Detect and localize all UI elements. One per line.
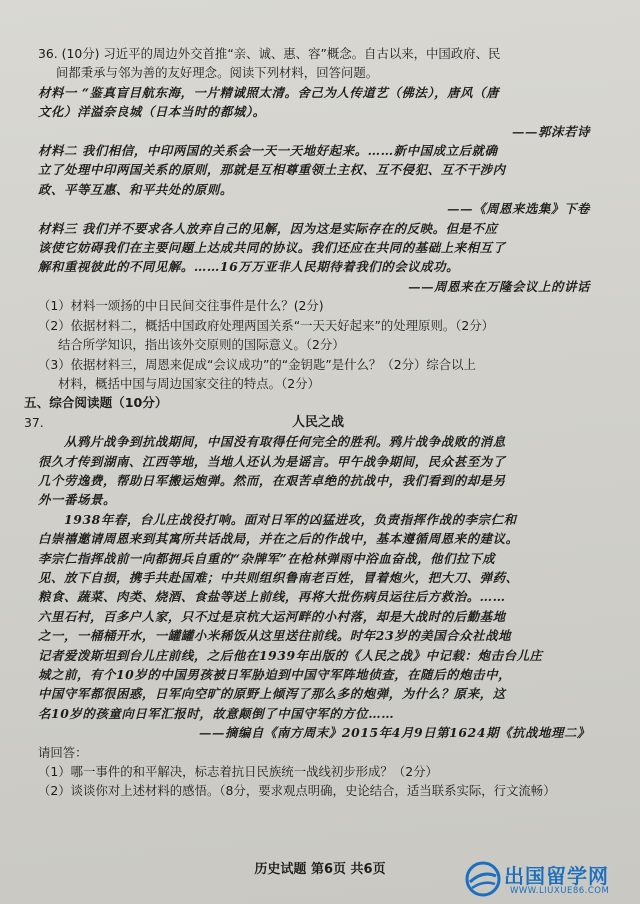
material-1-line-1: 材料一 “鉴真盲目航东海，一片精诚照太清。舍己为人传道艺（佛法），唐风（唐 — [38, 84, 500, 100]
page-footer: 历史试题 第6页 共6页 — [254, 862, 386, 877]
q37-para-2-line-6: 六里石村，百多户人家，只不过是京杭大运河畔的小村落，却是大战时的后勤基地 — [38, 608, 506, 624]
material-2-line-1: 材料二 我们相信，中印两国的关系会一天一天地好起来。……新中国成立后就确 — [38, 143, 498, 159]
q37-para-2-line-8: 记者爱泼斯坦到台儿庄前线，之后他在1939年出版的《人民之战》中记载：炮击台儿庄 — [38, 647, 543, 663]
q36-ask-1: （1）材料一颂扬的中日民间交往事件是什么？(2分) — [38, 298, 324, 314]
material-1-line-2: 文化）洋溢奈良城（日本当时的都城）。 — [38, 104, 266, 120]
q37-ask-2: （2）谈谈你对上述材料的感悟。（8分，要求观点明确，史论结合，适当联系实际，行文流畅） — [38, 783, 556, 799]
q36-ask-2-line-1: （2）依据材料二，概括中国政府处理两国关系“一天天好起来”的处理原则。（2分） — [38, 317, 495, 333]
q36-ask-3-line-2: 材料，概括中国与周边国家交往的特点。（2分） — [58, 375, 320, 391]
q37-source: ——摘编自《南方周末》2015年4月9日第1624期《抗战地理二》 — [199, 725, 590, 741]
material-3-line-2: 该使它妨碍我们在主要问题上达成共同的协议。我们还应在共同的基础上来相互了 — [38, 240, 506, 256]
globe-icon — [464, 860, 502, 898]
q37-para-1-line-1: 从鸦片战争到抗战期间，中国没有取得任何完全的胜利。鸦片战争战败的消息 — [64, 434, 506, 450]
q37-para-1-line-3: 几个劳逸费，帮助日军搬运炮弹。然而，在艰苦卓绝的抗战中，我们看到的却是另 — [38, 472, 506, 488]
q37-para-1-line-4: 外一番场景。 — [38, 492, 116, 508]
q37-title: 人民之战 — [291, 414, 344, 430]
q37-para-2-line-4: 见、放下自损，携手共赴国难；中共则组织鲁南老百姓，冒着炮火，把大刀、弹药、 — [38, 569, 519, 585]
material-2-source: ——《周恩来选集》下卷 — [447, 201, 590, 217]
q37-para-2-line-1: 1938年春，台儿庄战役打响。面对日军的凶猛进攻，负责指挥作战的李宗仁和 — [64, 511, 517, 527]
q36-ask-3-line-1: （3）依据材料三，周恩来促成“会议成功”的“金钥匙”是什么？（2分）综合以上 — [38, 356, 476, 372]
q37-para-1-line-2: 很久才传到湖南、江西等地，当地人还认为是谣言。甲午战争期间，民众甚至为了 — [38, 453, 506, 469]
q37-para-2-line-5: 粮食、蔬菜、肉类、烧酒、食盐等送上前线，再将大批伤病员运往后方救治。…… — [38, 589, 506, 605]
q36-intro-line-2: 间都秉承与邻为善的友好理念。阅读下列材料，回答问题。 — [56, 65, 379, 81]
watermark-logo — [464, 858, 634, 902]
q36-ask-2-line-2: 结合所学知识，指出该外交原则的国际意义。（2分） — [58, 337, 345, 353]
q37-para-2-line-2: 白崇禧邀请周恩来到其寓所共话战局，并在之后的作战中，基本遵循周恩来的建议。 — [38, 531, 519, 547]
q37-para-2-line-11: 名10岁的孩童向日军汇报时，故意颠倒了中国守军的方位…… — [38, 705, 395, 721]
material-3-line-1: 材料三 我们并不要求各人放弃自己的见解，因为这是实际存在的反映。但是不应 — [38, 220, 498, 236]
q37-ask-heading: 请回答： — [38, 744, 88, 760]
q37-para-2-line-9: 城之前，有个10岁的中国男孩被日军胁迫到中国守军阵地侦查，在随后的炮击中， — [38, 667, 512, 682]
q36-intro-line-1: 36. (10分) 习近平的周边外交首推“亲、诚、惠、容”概念。自古以来，中国政府、民 — [38, 46, 501, 61]
q37-ask-1: （1）哪一事件的和平解决，标志着抗日民族统一战线初步形成？（2分） — [38, 764, 438, 780]
material-2-line-2: 立了处理中印两国关系的原则，那就是互相尊重领土主权、互不侵犯、互不干涉内 — [38, 162, 506, 178]
exam-content — [24, 44, 598, 801]
material-3-line-3: 解和重视彼此的不同见解。……16万万亚非人民期待着我们的会议成功。 — [38, 259, 460, 275]
q37-para-2-line-3: 李宗仁指挥战前一向都拥兵自重的“杂牌军”在枪林弹雨中浴血奋战，他们拉下成 — [38, 550, 496, 566]
material-2-line-3: 政、平等互惠、和平共处的原则。 — [38, 181, 233, 197]
watermark-name: 出国留学网 — [504, 864, 609, 888]
section-5-heading: 五、综合阅读题（10分） — [24, 395, 168, 411]
question-37 — [24, 413, 598, 801]
question-36 — [38, 44, 598, 393]
q37-para-2-line-10: 中国守军都很困惑，日军向空旷的原野上倾泻了那么多的炮弹，为什么？原来，这 — [38, 686, 506, 702]
watermark-url: WWW.LIUXUE86.COM — [510, 886, 610, 896]
q37-para-2-line-7: 之一，一桶桶开水，一罐罐小米稀饭从这里送往前线。时年23岁的美国合众社战地 — [38, 628, 512, 644]
q37-number: 37. — [24, 414, 44, 430]
material-3-source: ——周恩来在万隆会议上的讲话 — [408, 278, 590, 294]
material-1-source: ——郭沫若诗 — [512, 123, 590, 139]
